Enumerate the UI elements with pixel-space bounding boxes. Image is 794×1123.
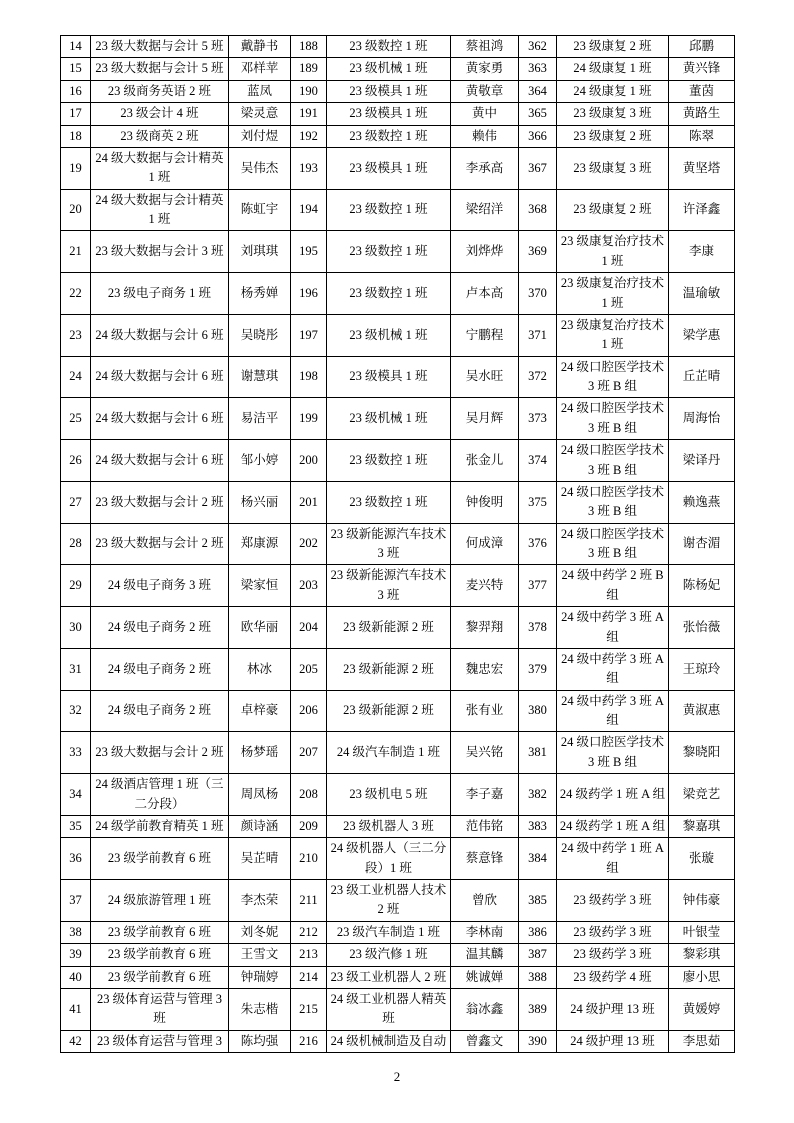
row-number-cell: 376 (519, 523, 557, 565)
row-number-cell: 214 (291, 966, 327, 988)
table-row (61, 103, 735, 125)
class-cell: 23 级模具 1 班 (327, 147, 451, 189)
student-name-cell: 董茵 (669, 80, 735, 102)
student-name-cell: 林冰 (229, 648, 291, 690)
class-cell: 23 级学前教育 6 班 (91, 944, 229, 966)
table-row (61, 356, 735, 398)
class-cell: 23 级商务英语 2 班 (91, 80, 229, 102)
student-name-cell: 李子嘉 (451, 774, 519, 816)
student-name-cell: 杨兴丽 (229, 481, 291, 523)
student-name-cell: 钟伟豪 (669, 880, 735, 922)
student-name-cell: 李思茹 (669, 1030, 735, 1052)
class-cell: 23 级工业机器人 2 班 (327, 966, 451, 988)
student-name-cell: 梁绍洋 (451, 189, 519, 231)
row-number-cell: 389 (519, 988, 557, 1030)
table-row (61, 58, 735, 80)
class-cell: 24 级口腔医学技术 3 班 B 组 (557, 732, 669, 774)
class-cell: 23 级体育运营与管理 3 (91, 1030, 229, 1052)
class-cell: 23 级数控 1 班 (327, 481, 451, 523)
student-name-cell: 邱鹏 (669, 36, 735, 58)
row-number-cell: 16 (61, 80, 91, 102)
row-number-cell: 31 (61, 648, 91, 690)
student-name-cell: 梁家恒 (229, 565, 291, 607)
row-number-cell: 27 (61, 481, 91, 523)
row-number-cell: 189 (291, 58, 327, 80)
row-number-cell: 38 (61, 921, 91, 943)
row-number-cell: 32 (61, 690, 91, 732)
row-number-cell: 22 (61, 273, 91, 315)
class-cell: 23 级模具 1 班 (327, 103, 451, 125)
class-cell: 23 级大数据与会计 5 班 (91, 36, 229, 58)
row-number-cell: 28 (61, 523, 91, 565)
class-cell: 24 级机械制造及自动 (327, 1030, 451, 1052)
table-row (61, 231, 735, 273)
class-cell: 23 级康复 3 班 (557, 103, 669, 125)
class-cell: 23 级会计 4 班 (91, 103, 229, 125)
row-number-cell: 375 (519, 481, 557, 523)
student-name-cell: 黄坚塔 (669, 147, 735, 189)
class-cell: 24 级口腔医学技术 3 班 B 组 (557, 440, 669, 482)
student-name-cell: 蔡祖鸿 (451, 36, 519, 58)
row-number-cell: 381 (519, 732, 557, 774)
table-row (61, 189, 735, 231)
row-number-cell: 373 (519, 398, 557, 440)
class-cell: 23 级学前教育 6 班 (91, 921, 229, 943)
student-name-cell: 刘冬妮 (229, 921, 291, 943)
row-number-cell: 33 (61, 732, 91, 774)
class-cell: 23 级新能源 2 班 (327, 690, 451, 732)
table-row (61, 732, 735, 774)
class-cell: 24 级大数据与会计精英 1 班 (91, 147, 229, 189)
row-number-cell: 196 (291, 273, 327, 315)
class-cell: 23 级体育运营与管理 3 班 (91, 988, 229, 1030)
row-number-cell: 25 (61, 398, 91, 440)
class-cell: 23 级汽车制造 1 班 (327, 921, 451, 943)
table-row (61, 523, 735, 565)
row-number-cell: 21 (61, 231, 91, 273)
table-row (61, 838, 735, 880)
class-cell: 24 级汽车制造 1 班 (327, 732, 451, 774)
row-number-cell: 377 (519, 565, 557, 607)
student-name-cell: 温其麟 (451, 944, 519, 966)
row-number-cell: 39 (61, 944, 91, 966)
row-number-cell: 370 (519, 273, 557, 315)
row-number-cell: 390 (519, 1030, 557, 1052)
row-number-cell: 382 (519, 774, 557, 816)
row-number-cell: 364 (519, 80, 557, 102)
table-row (61, 314, 735, 356)
class-cell: 23 级机械 1 班 (327, 58, 451, 80)
class-cell: 24 级护理 13 班 (557, 988, 669, 1030)
row-number-cell: 368 (519, 189, 557, 231)
student-name-cell: 周海怡 (669, 398, 735, 440)
student-name-cell: 何成漳 (451, 523, 519, 565)
row-number-cell: 23 (61, 314, 91, 356)
class-cell: 24 级大数据与会计 6 班 (91, 440, 229, 482)
roster-table (60, 35, 735, 1053)
row-number-cell: 388 (519, 966, 557, 988)
student-name-cell: 黄媛婷 (669, 988, 735, 1030)
class-cell: 23 级大数据与会计 3 班 (91, 231, 229, 273)
student-name-cell: 卢本高 (451, 273, 519, 315)
row-number-cell: 363 (519, 58, 557, 80)
student-name-cell: 温瑜敏 (669, 273, 735, 315)
row-number-cell: 24 (61, 356, 91, 398)
student-name-cell: 吴伟杰 (229, 147, 291, 189)
student-name-cell: 赖逸燕 (669, 481, 735, 523)
row-number-cell: 193 (291, 147, 327, 189)
table-row (61, 921, 735, 943)
row-number-cell: 41 (61, 988, 91, 1030)
student-name-cell: 张璇 (669, 838, 735, 880)
student-name-cell: 张怡薇 (669, 607, 735, 649)
table-row (61, 125, 735, 147)
student-name-cell: 陈翠 (669, 125, 735, 147)
student-name-cell: 卓梓豪 (229, 690, 291, 732)
student-name-cell: 蔡意锋 (451, 838, 519, 880)
table-row (61, 481, 735, 523)
class-cell: 24 级酒店管理 1 班（三二分段） (91, 774, 229, 816)
class-cell: 23 级康复治疗技术 1 班 (557, 314, 669, 356)
student-name-cell: 郑康源 (229, 523, 291, 565)
student-name-cell: 吴水旺 (451, 356, 519, 398)
student-name-cell: 谢慧琪 (229, 356, 291, 398)
table-row (61, 36, 735, 58)
row-number-cell: 207 (291, 732, 327, 774)
student-name-cell: 黄路生 (669, 103, 735, 125)
row-number-cell: 194 (291, 189, 327, 231)
class-cell: 23 级药学 3 班 (557, 921, 669, 943)
row-number-cell: 201 (291, 481, 327, 523)
student-name-cell: 陈虹宇 (229, 189, 291, 231)
row-number-cell: 200 (291, 440, 327, 482)
row-number-cell: 366 (519, 125, 557, 147)
class-cell: 23 级学前教育 6 班 (91, 966, 229, 988)
class-cell: 24 级中药学 3 班 A 组 (557, 648, 669, 690)
student-name-cell: 梁译丹 (669, 440, 735, 482)
row-number-cell: 18 (61, 125, 91, 147)
row-number-cell: 216 (291, 1030, 327, 1052)
class-cell: 24 级口腔医学技术 3 班 B 组 (557, 523, 669, 565)
student-name-cell: 梁竞艺 (669, 774, 735, 816)
class-cell: 23 级数控 1 班 (327, 440, 451, 482)
student-name-cell: 陈杨妃 (669, 565, 735, 607)
student-name-cell: 梁学惠 (669, 314, 735, 356)
class-cell: 24 级大数据与会计精英 1 班 (91, 189, 229, 231)
class-cell: 23 级新能源 2 班 (327, 607, 451, 649)
student-name-cell: 黎羿翔 (451, 607, 519, 649)
table-row (61, 966, 735, 988)
row-number-cell: 42 (61, 1030, 91, 1052)
class-cell: 24 级电子商务 3 班 (91, 565, 229, 607)
class-cell: 23 级数控 1 班 (327, 231, 451, 273)
student-name-cell: 钟俊明 (451, 481, 519, 523)
row-number-cell: 14 (61, 36, 91, 58)
class-cell: 24 级中药学 3 班 A 组 (557, 607, 669, 649)
student-name-cell: 廖小思 (669, 966, 735, 988)
student-name-cell: 王琼玲 (669, 648, 735, 690)
table-row (61, 815, 735, 837)
class-cell: 24 级口腔医学技术 3 班 B 组 (557, 398, 669, 440)
class-cell: 23 级机械 1 班 (327, 398, 451, 440)
roster-body (61, 36, 735, 1053)
student-name-cell: 麦兴特 (451, 565, 519, 607)
class-cell: 23 级大数据与会计 2 班 (91, 523, 229, 565)
student-name-cell: 魏忠宏 (451, 648, 519, 690)
student-name-cell: 姚诚婵 (451, 966, 519, 988)
student-name-cell: 吴芷晴 (229, 838, 291, 880)
student-name-cell: 曾鑫文 (451, 1030, 519, 1052)
class-cell: 23 级数控 1 班 (327, 273, 451, 315)
student-name-cell: 黄淑惠 (669, 690, 735, 732)
page-number: 2 (393, 1069, 401, 1084)
row-number-cell: 371 (519, 314, 557, 356)
row-number-cell: 385 (519, 880, 557, 922)
class-cell: 24 级大数据与会计 6 班 (91, 356, 229, 398)
row-number-cell: 386 (519, 921, 557, 943)
table-row (61, 880, 735, 922)
student-name-cell: 邓样苹 (229, 58, 291, 80)
class-cell: 23 级大数据与会计 2 班 (91, 732, 229, 774)
student-name-cell: 翁冰鑫 (451, 988, 519, 1030)
row-number-cell: 384 (519, 838, 557, 880)
class-cell: 24 级工业机器人精英班 (327, 988, 451, 1030)
row-number-cell: 34 (61, 774, 91, 816)
class-cell: 23 级康复 2 班 (557, 125, 669, 147)
class-cell: 23 级模具 1 班 (327, 80, 451, 102)
row-number-cell: 212 (291, 921, 327, 943)
table-row (61, 147, 735, 189)
class-cell: 23 级康复治疗技术 1 班 (557, 231, 669, 273)
row-number-cell: 208 (291, 774, 327, 816)
class-cell: 23 级机电 5 班 (327, 774, 451, 816)
table-row (61, 398, 735, 440)
class-cell: 23 级康复 2 班 (557, 189, 669, 231)
class-cell: 24 级旅游管理 1 班 (91, 880, 229, 922)
row-number-cell: 378 (519, 607, 557, 649)
table-row (61, 607, 735, 649)
class-cell: 23 级数控 1 班 (327, 125, 451, 147)
row-number-cell: 20 (61, 189, 91, 231)
table-row (61, 1030, 735, 1052)
student-name-cell: 欧华丽 (229, 607, 291, 649)
table-row (61, 944, 735, 966)
row-number-cell: 383 (519, 815, 557, 837)
row-number-cell: 188 (291, 36, 327, 58)
student-name-cell: 杨秀婵 (229, 273, 291, 315)
table-row (61, 565, 735, 607)
row-number-cell: 202 (291, 523, 327, 565)
class-cell: 24 级中药学 2 班 B 组 (557, 565, 669, 607)
class-cell: 24 级中药学 1 班 A 组 (557, 838, 669, 880)
class-cell: 24 级电子商务 2 班 (91, 607, 229, 649)
class-cell: 23 级新能源汽车技术 3 班 (327, 565, 451, 607)
student-name-cell: 曾欣 (451, 880, 519, 922)
class-cell: 23 级商英 2 班 (91, 125, 229, 147)
class-cell: 23 级药学 3 班 (557, 944, 669, 966)
row-number-cell: 35 (61, 815, 91, 837)
class-cell: 24 级学前教育精英 1 班 (91, 815, 229, 837)
class-cell: 24 级机器人（三二分段）1 班 (327, 838, 451, 880)
row-number-cell: 206 (291, 690, 327, 732)
table-row (61, 273, 735, 315)
student-name-cell: 朱志楷 (229, 988, 291, 1030)
class-cell: 24 级药学 1 班 A 组 (557, 815, 669, 837)
row-number-cell: 197 (291, 314, 327, 356)
table-row (61, 648, 735, 690)
row-number-cell: 372 (519, 356, 557, 398)
class-cell: 23 级电子商务 1 班 (91, 273, 229, 315)
student-name-cell: 李林南 (451, 921, 519, 943)
student-name-cell: 赖伟 (451, 125, 519, 147)
student-name-cell: 黄中 (451, 103, 519, 125)
class-cell: 24 级电子商务 2 班 (91, 690, 229, 732)
student-name-cell: 李承高 (451, 147, 519, 189)
row-number-cell: 380 (519, 690, 557, 732)
class-cell: 23 级康复治疗技术 1 班 (557, 273, 669, 315)
student-name-cell: 吴晓彤 (229, 314, 291, 356)
row-number-cell: 213 (291, 944, 327, 966)
table-row (61, 774, 735, 816)
student-name-cell: 叶银莹 (669, 921, 735, 943)
row-number-cell: 203 (291, 565, 327, 607)
row-number-cell: 379 (519, 648, 557, 690)
row-number-cell: 15 (61, 58, 91, 80)
row-number-cell: 362 (519, 36, 557, 58)
class-cell: 24 级药学 1 班 A 组 (557, 774, 669, 816)
row-number-cell: 19 (61, 147, 91, 189)
student-name-cell: 谢杏湄 (669, 523, 735, 565)
student-name-cell: 易洁平 (229, 398, 291, 440)
student-name-cell: 颜诗涵 (229, 815, 291, 837)
student-name-cell: 刘付煜 (229, 125, 291, 147)
class-cell: 24 级康复 1 班 (557, 80, 669, 102)
student-name-cell: 黄兴锋 (669, 58, 735, 80)
student-name-cell: 宁鹏程 (451, 314, 519, 356)
class-cell: 24 级康复 1 班 (557, 58, 669, 80)
class-cell: 23 级康复 3 班 (557, 147, 669, 189)
class-cell: 23 级学前教育 6 班 (91, 838, 229, 880)
student-name-cell: 蓝凤 (229, 80, 291, 102)
class-cell: 23 级数控 1 班 (327, 189, 451, 231)
row-number-cell: 365 (519, 103, 557, 125)
row-number-cell: 190 (291, 80, 327, 102)
class-cell: 23 级模具 1 班 (327, 356, 451, 398)
student-name-cell: 王雪文 (229, 944, 291, 966)
row-number-cell: 211 (291, 880, 327, 922)
row-number-cell: 192 (291, 125, 327, 147)
student-name-cell: 梁灵意 (229, 103, 291, 125)
student-name-cell: 张有业 (451, 690, 519, 732)
student-name-cell: 黄敬章 (451, 80, 519, 102)
row-number-cell: 29 (61, 565, 91, 607)
student-name-cell: 刘琪琪 (229, 231, 291, 273)
row-number-cell: 17 (61, 103, 91, 125)
class-cell: 23 级药学 3 班 (557, 880, 669, 922)
class-cell: 24 级大数据与会计 6 班 (91, 314, 229, 356)
table-row (61, 988, 735, 1030)
row-number-cell: 387 (519, 944, 557, 966)
class-cell: 23 级大数据与会计 5 班 (91, 58, 229, 80)
class-cell: 24 级电子商务 2 班 (91, 648, 229, 690)
row-number-cell: 36 (61, 838, 91, 880)
class-cell: 24 级中药学 3 班 A 组 (557, 690, 669, 732)
class-cell: 23 级新能源 2 班 (327, 648, 451, 690)
student-name-cell: 吴月辉 (451, 398, 519, 440)
row-number-cell: 195 (291, 231, 327, 273)
row-number-cell: 209 (291, 815, 327, 837)
student-name-cell: 陈均强 (229, 1030, 291, 1052)
student-name-cell: 吴兴铭 (451, 732, 519, 774)
class-cell: 23 级数控 1 班 (327, 36, 451, 58)
class-cell: 23 级工业机器人技术 2 班 (327, 880, 451, 922)
class-cell: 24 级大数据与会计 6 班 (91, 398, 229, 440)
row-number-cell: 191 (291, 103, 327, 125)
student-name-cell: 黎嘉琪 (669, 815, 735, 837)
class-cell: 24 级口腔医学技术 3 班 B 组 (557, 356, 669, 398)
row-number-cell: 30 (61, 607, 91, 649)
row-number-cell: 210 (291, 838, 327, 880)
class-cell: 23 级新能源汽车技术 3 班 (327, 523, 451, 565)
student-name-cell: 黄家勇 (451, 58, 519, 80)
student-name-cell: 黎彩琪 (669, 944, 735, 966)
class-cell: 24 级口腔医学技术 3 班 B 组 (557, 481, 669, 523)
student-name-cell: 周凤杨 (229, 774, 291, 816)
class-cell: 23 级汽修 1 班 (327, 944, 451, 966)
class-cell: 23 级机械 1 班 (327, 314, 451, 356)
student-name-cell: 刘烨烨 (451, 231, 519, 273)
row-number-cell: 40 (61, 966, 91, 988)
student-name-cell: 钟瑞婷 (229, 966, 291, 988)
student-name-cell: 许泽鑫 (669, 189, 735, 231)
student-name-cell: 张金儿 (451, 440, 519, 482)
student-name-cell: 邹小婷 (229, 440, 291, 482)
class-cell: 23 级药学 4 班 (557, 966, 669, 988)
row-number-cell: 215 (291, 988, 327, 1030)
row-number-cell: 204 (291, 607, 327, 649)
table-row (61, 80, 735, 102)
class-cell: 23 级康复 2 班 (557, 36, 669, 58)
row-number-cell: 367 (519, 147, 557, 189)
row-number-cell: 374 (519, 440, 557, 482)
class-cell: 23 级大数据与会计 2 班 (91, 481, 229, 523)
row-number-cell: 199 (291, 398, 327, 440)
row-number-cell: 205 (291, 648, 327, 690)
class-cell: 24 级护理 13 班 (557, 1030, 669, 1052)
student-name-cell: 李康 (669, 231, 735, 273)
class-cell: 23 级机器人 3 班 (327, 815, 451, 837)
table-row (61, 440, 735, 482)
row-number-cell: 369 (519, 231, 557, 273)
student-name-cell: 范伟铭 (451, 815, 519, 837)
row-number-cell: 26 (61, 440, 91, 482)
student-name-cell: 李杰荣 (229, 880, 291, 922)
student-name-cell: 杨梦瑶 (229, 732, 291, 774)
row-number-cell: 198 (291, 356, 327, 398)
row-number-cell: 37 (61, 880, 91, 922)
table-row (61, 690, 735, 732)
student-name-cell: 丘芷晴 (669, 356, 735, 398)
student-name-cell: 黎晓阳 (669, 732, 735, 774)
student-name-cell: 戴静书 (229, 36, 291, 58)
